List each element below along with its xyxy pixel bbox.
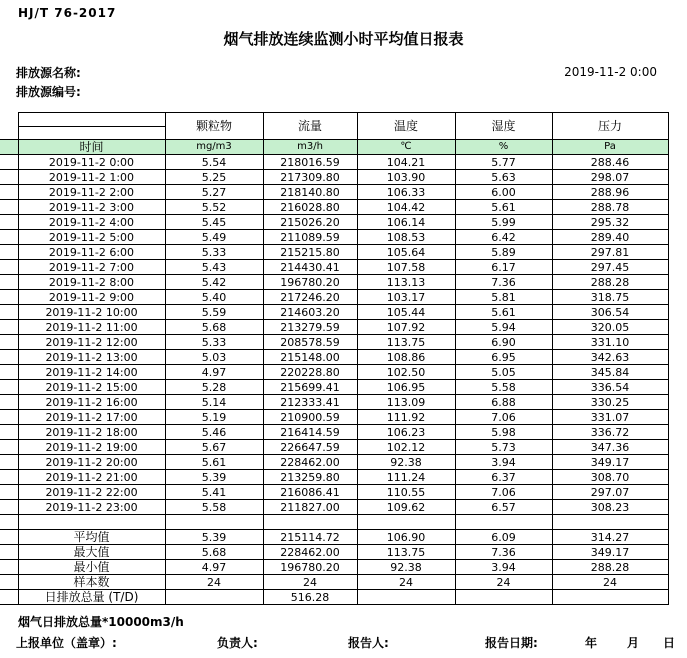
row-value: 331.07 xyxy=(552,410,668,425)
row-value: 5.73 xyxy=(455,440,552,455)
row-value: 110.55 xyxy=(357,485,455,500)
spacer-cell xyxy=(0,350,18,365)
spacer-cell xyxy=(0,230,18,245)
hourly-row xyxy=(0,305,668,320)
summary-value: 288.28 xyxy=(552,560,668,575)
spacer-cell xyxy=(0,500,18,515)
row-value: 5.98 xyxy=(455,425,552,440)
row-time: 2019-11-2 22:00 xyxy=(18,485,165,500)
row-value: 5.68 xyxy=(165,320,263,335)
row-value: 216086.41 xyxy=(263,485,357,500)
row-value: 288.28 xyxy=(552,275,668,290)
spacer-cell xyxy=(0,545,18,560)
summary-value: 106.90 xyxy=(357,530,455,545)
summary-value: 4.97 xyxy=(165,560,263,575)
row-value: 6.42 xyxy=(455,230,552,245)
spacer-cell xyxy=(0,260,18,275)
row-value: 6.90 xyxy=(455,335,552,350)
summary-value: 5.68 xyxy=(165,545,263,560)
hourly-row xyxy=(0,155,668,170)
hourly-row xyxy=(0,230,668,245)
row-value: 108.86 xyxy=(357,350,455,365)
summary-value: 24 xyxy=(263,575,357,590)
row-value: 345.84 xyxy=(552,365,668,380)
spacer-cell xyxy=(0,200,18,215)
row-time: 2019-11-2 6:00 xyxy=(18,245,165,260)
row-value: 5.28 xyxy=(165,380,263,395)
summary-value: 314.27 xyxy=(552,530,668,545)
row-value: 308.23 xyxy=(552,500,668,515)
summary-value: 3.94 xyxy=(455,560,552,575)
row-value: 5.81 xyxy=(455,290,552,305)
row-value: 217309.80 xyxy=(263,170,357,185)
row-value: 3.94 xyxy=(455,455,552,470)
row-value: 228462.00 xyxy=(263,455,357,470)
row-value: 92.38 xyxy=(357,455,455,470)
row-value: 5.67 xyxy=(165,440,263,455)
header-row-top xyxy=(0,113,668,127)
time-header-blank-top xyxy=(18,113,165,127)
row-value: 6.57 xyxy=(455,500,552,515)
hourly-row xyxy=(0,365,668,380)
summary-label xyxy=(18,515,165,530)
row-value: 113.13 xyxy=(357,275,455,290)
row-value: 5.46 xyxy=(165,425,263,440)
spacer-cell xyxy=(0,455,18,470)
row-value: 308.70 xyxy=(552,470,668,485)
row-value: 297.07 xyxy=(552,485,668,500)
row-value: 5.49 xyxy=(165,230,263,245)
row-value: 349.17 xyxy=(552,455,668,470)
row-value: 5.33 xyxy=(165,245,263,260)
hourly-row xyxy=(0,275,668,290)
row-value: 289.40 xyxy=(552,230,668,245)
col-header-humidity: 湿度 xyxy=(455,113,552,140)
row-value: 211089.59 xyxy=(263,230,357,245)
row-value: 5.77 xyxy=(455,155,552,170)
report-table xyxy=(0,112,669,605)
row-value: 5.25 xyxy=(165,170,263,185)
row-time: 2019-11-2 3:00 xyxy=(18,200,165,215)
spacer-cell xyxy=(0,320,18,335)
spacer-cell xyxy=(0,365,18,380)
time-header-blank-bottom xyxy=(18,127,165,140)
summary-value xyxy=(455,515,552,530)
spacer-cell xyxy=(0,305,18,320)
row-value: 5.63 xyxy=(455,170,552,185)
row-value: 216028.80 xyxy=(263,200,357,215)
row-value: 103.90 xyxy=(357,170,455,185)
row-time: 2019-11-2 0:00 xyxy=(18,155,165,170)
row-value: 215699.41 xyxy=(263,380,357,395)
row-value: 111.24 xyxy=(357,470,455,485)
hourly-row xyxy=(0,425,668,440)
row-value: 331.10 xyxy=(552,335,668,350)
spacer-cell xyxy=(0,113,18,127)
row-time: 2019-11-2 12:00 xyxy=(18,335,165,350)
row-time: 2019-11-2 10:00 xyxy=(18,305,165,320)
row-value: 7.36 xyxy=(455,275,552,290)
row-value: 210900.59 xyxy=(263,410,357,425)
row-value: 320.05 xyxy=(552,320,668,335)
hourly-row xyxy=(0,170,668,185)
row-value: 214603.20 xyxy=(263,305,357,320)
row-value: 213279.59 xyxy=(263,320,357,335)
spacer-cell xyxy=(0,485,18,500)
row-value: 297.45 xyxy=(552,260,668,275)
spacer-cell xyxy=(0,185,18,200)
row-value: 214430.41 xyxy=(263,260,357,275)
row-time: 2019-11-2 13:00 xyxy=(18,350,165,365)
spacer-cell xyxy=(0,530,18,545)
row-value: 6.00 xyxy=(455,185,552,200)
summary-value: 215114.72 xyxy=(263,530,357,545)
row-value: 342.63 xyxy=(552,350,668,365)
summary-value: 24 xyxy=(455,575,552,590)
hourly-row xyxy=(0,455,668,470)
reporter-label: 报告人: xyxy=(348,636,389,650)
unit-flow: m3/h xyxy=(263,140,357,155)
row-time: 2019-11-2 15:00 xyxy=(18,380,165,395)
table-body xyxy=(0,155,668,605)
row-value: 5.43 xyxy=(165,260,263,275)
summary-value xyxy=(552,590,668,605)
row-value: 5.59 xyxy=(165,305,263,320)
row-value: 216414.59 xyxy=(263,425,357,440)
summary-value xyxy=(165,590,263,605)
row-value: 5.61 xyxy=(455,305,552,320)
row-value: 5.54 xyxy=(165,155,263,170)
row-time: 2019-11-2 5:00 xyxy=(18,230,165,245)
row-value: 6.37 xyxy=(455,470,552,485)
row-time: 2019-11-2 1:00 xyxy=(18,170,165,185)
row-value: 295.32 xyxy=(552,215,668,230)
total-emission-note: 烟气日排放总量*10000m3/h xyxy=(18,615,184,629)
row-time: 2019-11-2 7:00 xyxy=(18,260,165,275)
row-time: 2019-11-2 14:00 xyxy=(18,365,165,380)
summary-row xyxy=(0,560,668,575)
summary-value: 113.75 xyxy=(357,545,455,560)
hourly-row xyxy=(0,335,668,350)
hourly-row xyxy=(0,395,668,410)
row-value: 5.39 xyxy=(165,470,263,485)
row-value: 106.33 xyxy=(357,185,455,200)
row-value: 102.12 xyxy=(357,440,455,455)
row-time: 2019-11-2 8:00 xyxy=(18,275,165,290)
row-value: 218140.80 xyxy=(263,185,357,200)
summary-value: 5.39 xyxy=(165,530,263,545)
hourly-row xyxy=(0,185,668,200)
row-value: 5.94 xyxy=(455,320,552,335)
row-value: 196780.20 xyxy=(263,275,357,290)
row-time: 2019-11-2 21:00 xyxy=(18,470,165,485)
spacer-cell xyxy=(0,155,18,170)
hourly-row xyxy=(0,320,668,335)
row-value: 306.54 xyxy=(552,305,668,320)
summary-row xyxy=(0,515,668,530)
summary-value: 92.38 xyxy=(357,560,455,575)
row-value: 107.92 xyxy=(357,320,455,335)
summary-row xyxy=(0,530,668,545)
hourly-row xyxy=(0,440,668,455)
row-value: 336.54 xyxy=(552,380,668,395)
hourly-row xyxy=(0,380,668,395)
row-value: 318.75 xyxy=(552,290,668,305)
spacer-cell xyxy=(0,290,18,305)
summary-label: 日排放总量 (T/D) xyxy=(18,590,165,605)
row-value: 5.19 xyxy=(165,410,263,425)
hourly-row xyxy=(0,200,668,215)
summary-value xyxy=(357,515,455,530)
spacer-cell xyxy=(0,515,18,530)
row-value: 5.03 xyxy=(165,350,263,365)
row-value: 106.14 xyxy=(357,215,455,230)
row-value: 5.99 xyxy=(455,215,552,230)
row-value: 113.09 xyxy=(357,395,455,410)
summary-label: 最大值 xyxy=(18,545,165,560)
summary-label: 最小值 xyxy=(18,560,165,575)
summary-row xyxy=(0,545,668,560)
hourly-row xyxy=(0,410,668,425)
row-value: 213259.80 xyxy=(263,470,357,485)
row-value: 105.64 xyxy=(357,245,455,260)
hourly-row xyxy=(0,470,668,485)
summary-value xyxy=(552,515,668,530)
spacer-cell xyxy=(0,380,18,395)
responsible-person-label: 负责人: xyxy=(217,636,258,650)
row-value: 5.27 xyxy=(165,185,263,200)
hourly-row xyxy=(0,245,668,260)
day-label: 日 xyxy=(663,636,676,650)
row-value: 5.61 xyxy=(165,455,263,470)
row-value: 298.07 xyxy=(552,170,668,185)
summary-value: 7.36 xyxy=(455,545,552,560)
row-value: 330.25 xyxy=(552,395,668,410)
row-value: 106.95 xyxy=(357,380,455,395)
year-label: 年 xyxy=(585,636,598,650)
spacer-cell xyxy=(0,470,18,485)
hourly-row xyxy=(0,260,668,275)
standard-number: HJ/T 76-2017 xyxy=(18,6,117,20)
spacer-cell xyxy=(0,575,18,590)
row-value: 5.58 xyxy=(455,380,552,395)
spacer-cell xyxy=(0,395,18,410)
row-value: 226647.59 xyxy=(263,440,357,455)
summary-value xyxy=(455,590,552,605)
row-value: 215148.00 xyxy=(263,350,357,365)
row-value: 297.81 xyxy=(552,245,668,260)
row-value: 107.58 xyxy=(357,260,455,275)
row-value: 211827.00 xyxy=(263,500,357,515)
hourly-row xyxy=(0,290,668,305)
hourly-row xyxy=(0,350,668,365)
row-time: 2019-11-2 20:00 xyxy=(18,455,165,470)
summary-value: 349.17 xyxy=(552,545,668,560)
row-value: 218016.59 xyxy=(263,155,357,170)
spacer-cell xyxy=(0,440,18,455)
row-value: 288.96 xyxy=(552,185,668,200)
summary-value: 24 xyxy=(552,575,668,590)
row-time: 2019-11-2 4:00 xyxy=(18,215,165,230)
unit-temperature: ℃ xyxy=(357,140,455,155)
spacer-cell xyxy=(0,425,18,440)
source-name-label: 排放源名称: xyxy=(16,66,81,80)
spacer-cell xyxy=(0,170,18,185)
row-value: 4.97 xyxy=(165,365,263,380)
row-value: 7.06 xyxy=(455,410,552,425)
row-time: 2019-11-2 17:00 xyxy=(18,410,165,425)
row-value: 111.92 xyxy=(357,410,455,425)
row-value: 5.58 xyxy=(165,500,263,515)
row-time: 2019-11-2 23:00 xyxy=(18,500,165,515)
row-value: 215215.80 xyxy=(263,245,357,260)
summary-value: 196780.20 xyxy=(263,560,357,575)
row-time: 2019-11-2 19:00 xyxy=(18,440,165,455)
row-value: 5.89 xyxy=(455,245,552,260)
hourly-row xyxy=(0,500,668,515)
row-time: 2019-11-2 2:00 xyxy=(18,185,165,200)
row-value: 212333.41 xyxy=(263,395,357,410)
hourly-row xyxy=(0,215,668,230)
summary-value: 6.09 xyxy=(455,530,552,545)
row-value: 6.88 xyxy=(455,395,552,410)
month-label: 月 xyxy=(627,636,640,650)
hourly-row xyxy=(0,485,668,500)
report-date-label: 报告日期: xyxy=(485,636,538,650)
col-header-flow: 流量 xyxy=(263,113,357,140)
row-value: 104.21 xyxy=(357,155,455,170)
summary-value: 24 xyxy=(165,575,263,590)
col-header-particulate: 颗粒物 xyxy=(165,113,263,140)
units-row xyxy=(0,140,668,155)
row-value: 5.52 xyxy=(165,200,263,215)
spacer-cell xyxy=(0,215,18,230)
row-value: 106.23 xyxy=(357,425,455,440)
summary-value xyxy=(357,590,455,605)
col-header-pressure: 压力 xyxy=(552,113,668,140)
time-header: 时间 xyxy=(18,140,165,155)
spacer-cell xyxy=(0,560,18,575)
row-value: 103.17 xyxy=(357,290,455,305)
row-value: 220228.80 xyxy=(263,365,357,380)
col-header-temperature: 温度 xyxy=(357,113,455,140)
row-value: 5.14 xyxy=(165,395,263,410)
spacer-cell xyxy=(0,590,18,605)
row-value: 5.42 xyxy=(165,275,263,290)
row-value: 5.40 xyxy=(165,290,263,305)
summary-row xyxy=(0,575,668,590)
summary-value: 24 xyxy=(357,575,455,590)
spacer-cell xyxy=(0,275,18,290)
row-value: 5.05 xyxy=(455,365,552,380)
row-value: 217246.20 xyxy=(263,290,357,305)
spacer-cell xyxy=(0,335,18,350)
row-value: 105.44 xyxy=(357,305,455,320)
spacer-cell xyxy=(0,410,18,425)
spacer-cell xyxy=(0,140,18,155)
summary-label: 样本数 xyxy=(18,575,165,590)
row-value: 336.72 xyxy=(552,425,668,440)
unit-particulate: mg/m3 xyxy=(165,140,263,155)
row-value: 7.06 xyxy=(455,485,552,500)
unit-pressure: Pa xyxy=(552,140,668,155)
row-value: 6.17 xyxy=(455,260,552,275)
spacer-cell xyxy=(0,245,18,260)
row-value: 5.33 xyxy=(165,335,263,350)
report-table-wrap xyxy=(0,112,669,605)
spacer-cell xyxy=(0,127,18,140)
summary-label: 平均值 xyxy=(18,530,165,545)
summary-value xyxy=(165,515,263,530)
summary-value: 516.28 xyxy=(263,590,357,605)
row-value: 215026.20 xyxy=(263,215,357,230)
row-value: 288.78 xyxy=(552,200,668,215)
row-value: 5.61 xyxy=(455,200,552,215)
report-datetime: 2019-11-2 0:00 xyxy=(564,65,657,79)
row-time: 2019-11-2 16:00 xyxy=(18,395,165,410)
row-value: 113.75 xyxy=(357,335,455,350)
row-value: 102.50 xyxy=(357,365,455,380)
summary-value xyxy=(263,515,357,530)
reporting-unit-label: 上报单位（盖章）: xyxy=(16,636,117,650)
summary-row xyxy=(0,590,668,605)
unit-humidity: % xyxy=(455,140,552,155)
summary-value: 228462.00 xyxy=(263,545,357,560)
source-code-label: 排放源编号: xyxy=(16,85,81,99)
row-value: 347.36 xyxy=(552,440,668,455)
page-title: 烟气排放连续监测小时平均值日报表 xyxy=(223,30,464,48)
row-value: 108.53 xyxy=(357,230,455,245)
row-value: 6.95 xyxy=(455,350,552,365)
row-time: 2019-11-2 18:00 xyxy=(18,425,165,440)
row-value: 208578.59 xyxy=(263,335,357,350)
row-value: 5.45 xyxy=(165,215,263,230)
row-time: 2019-11-2 11:00 xyxy=(18,320,165,335)
row-value: 104.42 xyxy=(357,200,455,215)
row-time: 2019-11-2 9:00 xyxy=(18,290,165,305)
row-value: 5.41 xyxy=(165,485,263,500)
row-value: 109.62 xyxy=(357,500,455,515)
row-value: 288.46 xyxy=(552,155,668,170)
